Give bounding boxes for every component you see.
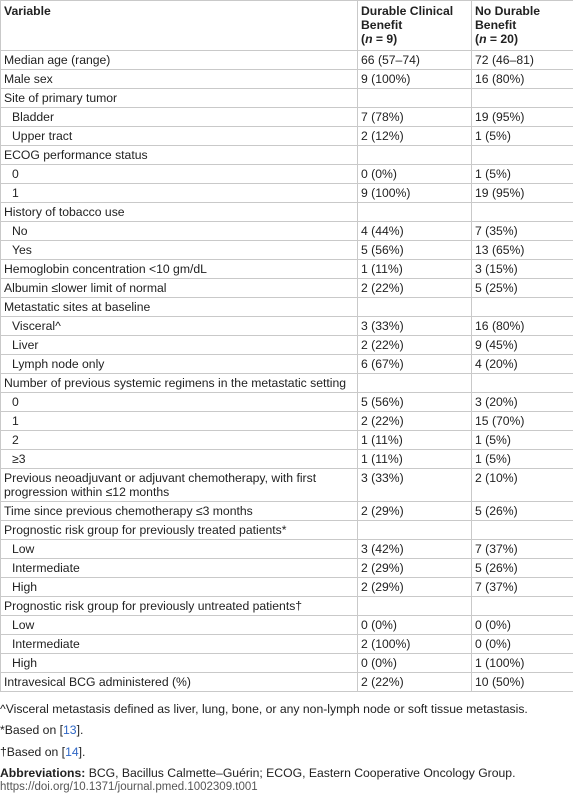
- no-durable-benefit-cell: 19 (95%): [472, 108, 573, 127]
- row-label-cell: Site of primary tumor: [1, 89, 358, 108]
- table-row: [1, 222, 573, 241]
- durable-benefit-cell: [358, 521, 472, 540]
- no-durable-benefit-cell: [472, 521, 573, 540]
- footnote-abbreviations: [0, 766, 573, 780]
- row-label-cell: 2: [1, 431, 358, 450]
- no-durable-benefit-cell: 9 (45%): [472, 336, 573, 355]
- table-body: [1, 51, 573, 692]
- durable-benefit-cell: 9 (100%): [358, 70, 472, 89]
- table-row: [1, 540, 573, 559]
- durable-benefit-cell: 2 (100%): [358, 635, 472, 654]
- table-row: [1, 355, 573, 374]
- abbreviations-text: BCG, Bacillus Calmette–Guérin; ECOG, Eastern Cooperative Oncology Group.: [85, 765, 516, 780]
- durable-benefit-cell: 7 (78%): [358, 108, 472, 127]
- row-label-cell: Previous neoadjuvant or adjuvant chemotherapy, with first progression within ≤12 months: [1, 469, 358, 502]
- durable-benefit-cell: [358, 597, 472, 616]
- no-durable-benefit-cell: 13 (65%): [472, 241, 573, 260]
- table-row: [1, 260, 573, 279]
- footnote-star-suffix: ].: [76, 723, 84, 738]
- row-label-cell: ECOG performance status: [1, 146, 358, 165]
- table-row: [1, 146, 573, 165]
- row-label-cell: High: [1, 654, 358, 673]
- table-row: [1, 469, 573, 502]
- row-label-cell: ≥3: [1, 450, 358, 469]
- no-durable-benefit-cell: 19 (95%): [472, 184, 573, 203]
- table-row: [1, 635, 573, 654]
- footnote-visceral: ^Visceral metastasis defined as liver, lung, bone, or any non-lymph node or soft tissue metastasis.: [0, 702, 528, 716]
- reference-link-14[interactable]: 14: [65, 744, 79, 759]
- footnote-dagger-prefix: †Based on [: [0, 744, 66, 759]
- row-label-cell: Upper tract: [1, 127, 358, 146]
- table-row: [1, 597, 573, 616]
- durable-benefit-cell: 2 (22%): [358, 673, 472, 692]
- row-label-cell: 0: [1, 165, 358, 184]
- header-no-durable-benefit: [472, 1, 573, 51]
- durable-benefit-cell: 2 (22%): [358, 412, 472, 431]
- row-label-cell: No: [1, 222, 358, 241]
- durable-benefit-cell: 1 (11%): [358, 260, 472, 279]
- row-label-cell: Lymph node only: [1, 355, 358, 374]
- table-row: [1, 521, 573, 540]
- no-durable-benefit-cell: 10 (50%): [472, 673, 573, 692]
- table-row: [1, 127, 573, 146]
- no-durable-benefit-cell: 4 (20%): [472, 355, 573, 374]
- no-durable-benefit-cell: 1 (100%): [472, 654, 573, 673]
- durable-benefit-cell: 6 (67%): [358, 355, 472, 374]
- table-row: [1, 184, 573, 203]
- header-col2-line1: No Durable: [475, 4, 541, 18]
- row-label-cell: Low: [1, 540, 358, 559]
- table-row: [1, 431, 573, 450]
- no-durable-benefit-cell: 3 (20%): [472, 393, 573, 412]
- durable-benefit-cell: [358, 298, 472, 317]
- header-col1-line1: Durable Clinical: [361, 4, 454, 18]
- no-durable-benefit-cell: 1 (5%): [472, 450, 573, 469]
- header-col2-n: (n = 20): [475, 32, 519, 46]
- row-label-cell: Prognostic risk group for previously treated patients*: [1, 521, 358, 540]
- no-durable-benefit-cell: 0 (0%): [472, 616, 573, 635]
- row-label-cell: Number of previous systemic regimens in the metastatic setting: [1, 374, 358, 393]
- reference-link-13[interactable]: 13: [63, 723, 77, 738]
- table-row: [1, 108, 573, 127]
- no-durable-benefit-cell: 3 (15%): [472, 260, 573, 279]
- durable-benefit-cell: 1 (11%): [358, 431, 472, 450]
- durable-benefit-cell: 0 (0%): [358, 165, 472, 184]
- durable-benefit-cell: 2 (22%): [358, 279, 472, 298]
- durable-benefit-cell: [358, 89, 472, 108]
- table-row: [1, 374, 573, 393]
- no-durable-benefit-cell: 15 (70%): [472, 412, 573, 431]
- no-durable-benefit-cell: 16 (80%): [472, 317, 573, 336]
- no-durable-benefit-cell: 1 (5%): [472, 165, 573, 184]
- header-durable-benefit: [358, 1, 472, 51]
- row-label-cell: 1: [1, 412, 358, 431]
- no-durable-benefit-cell: 72 (46–81): [472, 51, 573, 70]
- durable-benefit-cell: 3 (42%): [358, 540, 472, 559]
- header-col2-line2: Benefit: [475, 18, 517, 32]
- durable-benefit-cell: 0 (0%): [358, 654, 472, 673]
- table-row: [1, 298, 573, 317]
- row-label-cell: Low: [1, 616, 358, 635]
- table-row: [1, 89, 573, 108]
- no-durable-benefit-cell: 7 (37%): [472, 540, 573, 559]
- row-label-cell: Bladder: [1, 108, 358, 127]
- no-durable-benefit-cell: [472, 203, 573, 222]
- durable-benefit-cell: 2 (12%): [358, 127, 472, 146]
- durable-benefit-cell: [358, 146, 472, 165]
- durable-benefit-cell: 3 (33%): [358, 317, 472, 336]
- table-row: [1, 578, 573, 597]
- abbreviations-label: Abbreviations:: [0, 765, 86, 780]
- no-durable-benefit-cell: 2 (10%): [472, 469, 573, 502]
- no-durable-benefit-cell: 0 (0%): [472, 635, 573, 654]
- row-label-cell: Time since previous chemotherapy ≤3 months: [1, 502, 358, 521]
- table-row: [1, 203, 573, 222]
- durable-benefit-cell: 0 (0%): [358, 616, 472, 635]
- table-row: [1, 616, 573, 635]
- no-durable-benefit-cell: 5 (26%): [472, 559, 573, 578]
- durable-benefit-cell: 2 (29%): [358, 578, 472, 597]
- table-row: [1, 241, 573, 260]
- no-durable-benefit-cell: [472, 597, 573, 616]
- row-label-cell: 0: [1, 393, 358, 412]
- row-label-cell: Intermediate: [1, 635, 358, 654]
- no-durable-benefit-cell: [472, 298, 573, 317]
- header-col1-line2: Benefit: [361, 18, 403, 32]
- no-durable-benefit-cell: [472, 146, 573, 165]
- no-durable-benefit-cell: 16 (80%): [472, 70, 573, 89]
- row-label-cell: Prognostic risk group for previously untreated patients†: [1, 597, 358, 616]
- durable-benefit-cell: 4 (44%): [358, 222, 472, 241]
- durable-benefit-cell: [358, 374, 472, 393]
- footnote-dagger-suffix: ].: [78, 744, 86, 759]
- durable-benefit-cell: 5 (56%): [358, 241, 472, 260]
- table-footnotes: [0, 702, 573, 787]
- doi-link[interactable]: https://doi.org/10.1371/journal.pmed.1002309.t001: [0, 781, 258, 793]
- durable-benefit-cell: 5 (56%): [358, 393, 472, 412]
- table-row: [1, 70, 573, 89]
- no-durable-benefit-cell: 7 (37%): [472, 578, 573, 597]
- footnote-star: [0, 723, 573, 737]
- table-row: [1, 279, 573, 298]
- no-durable-benefit-cell: [472, 374, 573, 393]
- row-label-cell: Median age (range): [1, 51, 358, 70]
- no-durable-benefit-cell: 7 (35%): [472, 222, 573, 241]
- durable-benefit-cell: 2 (22%): [358, 336, 472, 355]
- table-row: [1, 654, 573, 673]
- table-row: [1, 673, 573, 692]
- table-row: [1, 393, 573, 412]
- table-row: [1, 51, 573, 70]
- row-label-cell: Metastatic sites at baseline: [1, 298, 358, 317]
- row-label-cell: Intravesical BCG administered (%): [1, 673, 358, 692]
- table-row: [1, 412, 573, 431]
- table-row: [1, 450, 573, 469]
- footnote-star-prefix: *Based on [: [0, 723, 64, 738]
- durable-benefit-cell: 3 (33%): [358, 469, 472, 502]
- row-label-cell: Albumin ≤lower limit of normal: [1, 279, 358, 298]
- row-label-cell: Yes: [1, 241, 358, 260]
- row-label-cell: High: [1, 578, 358, 597]
- durable-benefit-cell: 66 (57–74): [358, 51, 472, 70]
- header-col1-n: (n = 9): [361, 32, 398, 46]
- row-label-cell: Hemoglobin concentration <10 gm/dL: [1, 260, 358, 279]
- durable-benefit-cell: 2 (29%): [358, 502, 472, 521]
- table-row: [1, 502, 573, 521]
- row-label-cell: Male sex: [1, 70, 358, 89]
- durable-benefit-cell: 1 (11%): [358, 450, 472, 469]
- table-row: [1, 317, 573, 336]
- no-durable-benefit-cell: 1 (5%): [472, 431, 573, 450]
- header-variable: Variable: [1, 1, 358, 51]
- row-label-cell: 1: [1, 184, 358, 203]
- row-label-cell: Visceral^: [1, 317, 358, 336]
- table-row: [1, 559, 573, 578]
- durable-benefit-cell: 9 (100%): [358, 184, 472, 203]
- row-label-cell: History of tobacco use: [1, 203, 358, 222]
- no-durable-benefit-cell: [472, 89, 573, 108]
- table-row: [1, 336, 573, 355]
- table-header-row: [1, 1, 573, 51]
- no-durable-benefit-cell: 5 (26%): [472, 502, 573, 521]
- no-durable-benefit-cell: 5 (25%): [472, 279, 573, 298]
- row-label-cell: Intermediate: [1, 559, 358, 578]
- footnote-dagger: [0, 745, 573, 759]
- table-row: [1, 165, 573, 184]
- durable-benefit-cell: [358, 203, 472, 222]
- row-label-cell: Liver: [1, 336, 358, 355]
- durable-benefit-cell: 2 (29%): [358, 559, 472, 578]
- no-durable-benefit-cell: 1 (5%): [472, 127, 573, 146]
